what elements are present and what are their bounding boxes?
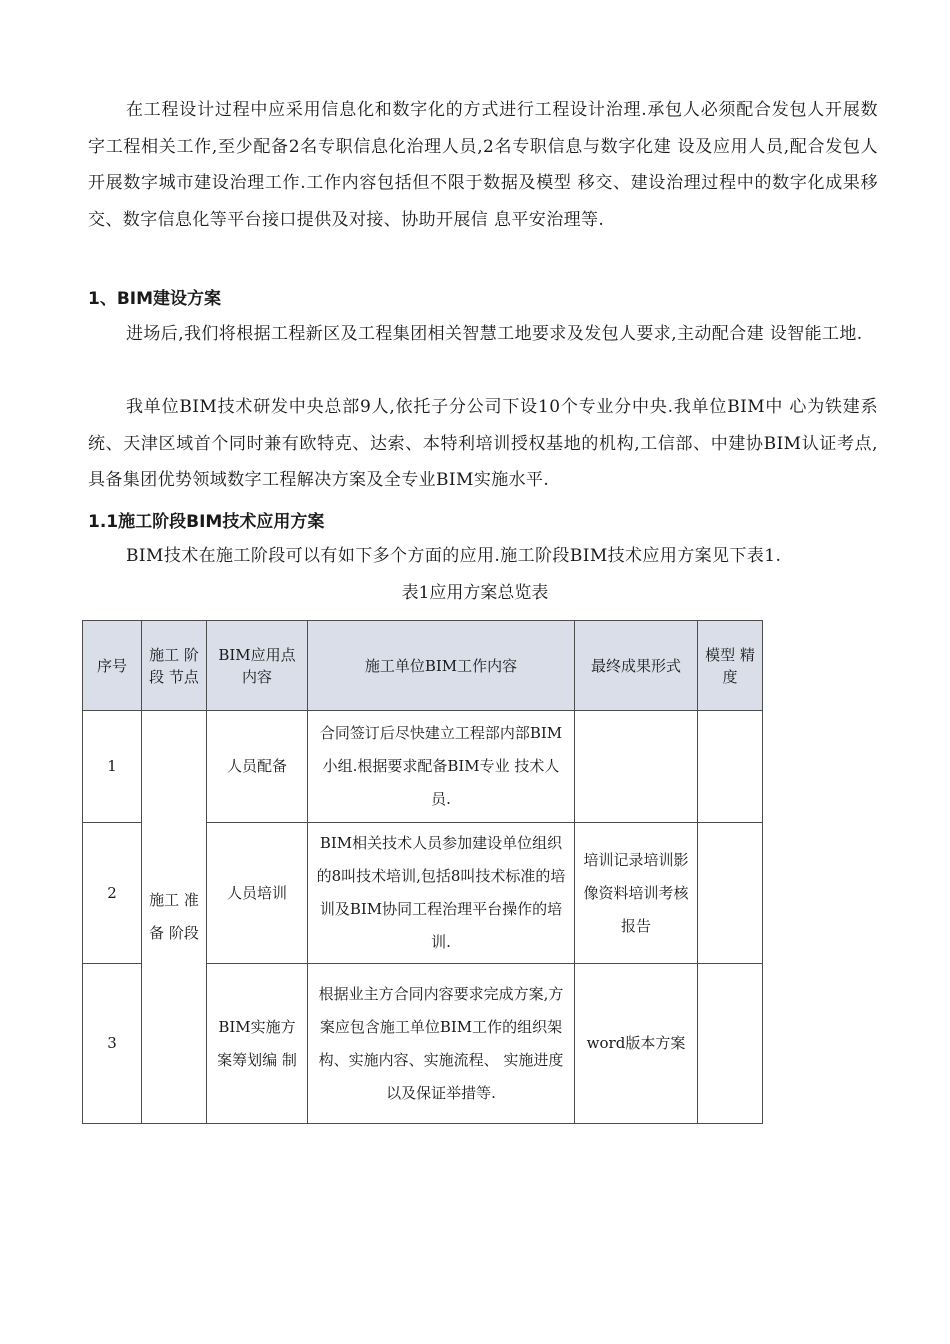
table-intro-paragraph: BIM技术在施工阶段可以有如下多个方面的应用.施工阶段BIM技术应用方案见下表1. (126, 546, 782, 566)
header-model-precision: 模型 精度 (698, 621, 763, 711)
bim-center-paragraph: 我单位BIM技术研发中央总部9人,依托子分公司下设10个专业分中央.我单位BIM中 心为铁建系统、天津区域首个同时兼有欧特克、达索、本特利培训授权基地的机构,工信部、中建协BIM认证考点,具备集团优势领域数字工程解决方案及全专业BIM实施水平. (88, 397, 878, 490)
row-application-point: 人员配备 (207, 711, 308, 823)
row-result-form (575, 711, 698, 823)
intro-paragraph: 在工程设计过程中应采用信息化和数字化的方式进行工程设计治理.承包人必须配合发包人开展数字工程相关工作,至少配备2名专职信息化治理人员,2名专职信息与数字化建 设及应用人员,配合发包人开展数字城市建设治理工作.工作内容包括但不限于数据及模型 移交、建设治理过程中的数字化成果移交、数字信息化等平台接口提供及对接、协助开展信 息平安治理等. (88, 100, 878, 230)
row-seq: 2 (83, 823, 142, 964)
table-caption: 表1应用方案总览表 (401, 583, 549, 603)
row-model-precision (698, 964, 763, 1124)
row-application-point: BIM实施方案筹划编 制 (207, 964, 308, 1124)
row-seq: 1 (83, 711, 142, 823)
row-work-content: 根据业主方合同内容要求完成方案,方案应包含施工单位BIM工作的组织架构、实施内容、实施流程、 实施进度以及保证举措等. (308, 964, 575, 1124)
row-result-form: 培训记录培训影像资料培训考核报告 (575, 823, 698, 964)
row-result-form: word版本方案 (575, 964, 698, 1124)
row-application-point: 人员培训 (207, 823, 308, 964)
header-result-form: 最终成果形式 (575, 621, 698, 711)
row-work-content: 合同签订后尽快建立工程部内部BIM小组.根据要求配备BIM专业 技术人员. (308, 711, 575, 823)
row-work-content: BIM相关技术人员参加建设单位组织的8叫技术培训,包括8叫技术标准的培训及BIM协同工程治理平台操作的培训. (308, 823, 575, 964)
table-header-row (83, 621, 763, 711)
header-seq: 序号 (83, 621, 142, 711)
site-entry-paragraph: 进场后,我们将根据工程新区及工程集团相关智慧工地要求及发包人要求,主动配合建 设智能工地. (126, 324, 863, 344)
subsection-heading-construction-bim: 1.1施工阶段BIM技术应用方案 (88, 512, 325, 532)
application-plan-table (82, 620, 763, 1124)
header-stage: 施工 阶段 节点 (142, 621, 207, 711)
header-application-point: BIM应用点内容 (207, 621, 308, 711)
row-seq: 3 (83, 964, 142, 1124)
table-row (83, 711, 763, 823)
row-model-precision (698, 823, 763, 964)
section-heading-bim-plan: 1、BIM建设方案 (88, 289, 222, 309)
header-work-content: 施工单位BIM工作内容 (308, 621, 575, 711)
stage-cell: 施工 准备 阶段 (142, 711, 207, 1124)
row-model-precision (698, 711, 763, 823)
